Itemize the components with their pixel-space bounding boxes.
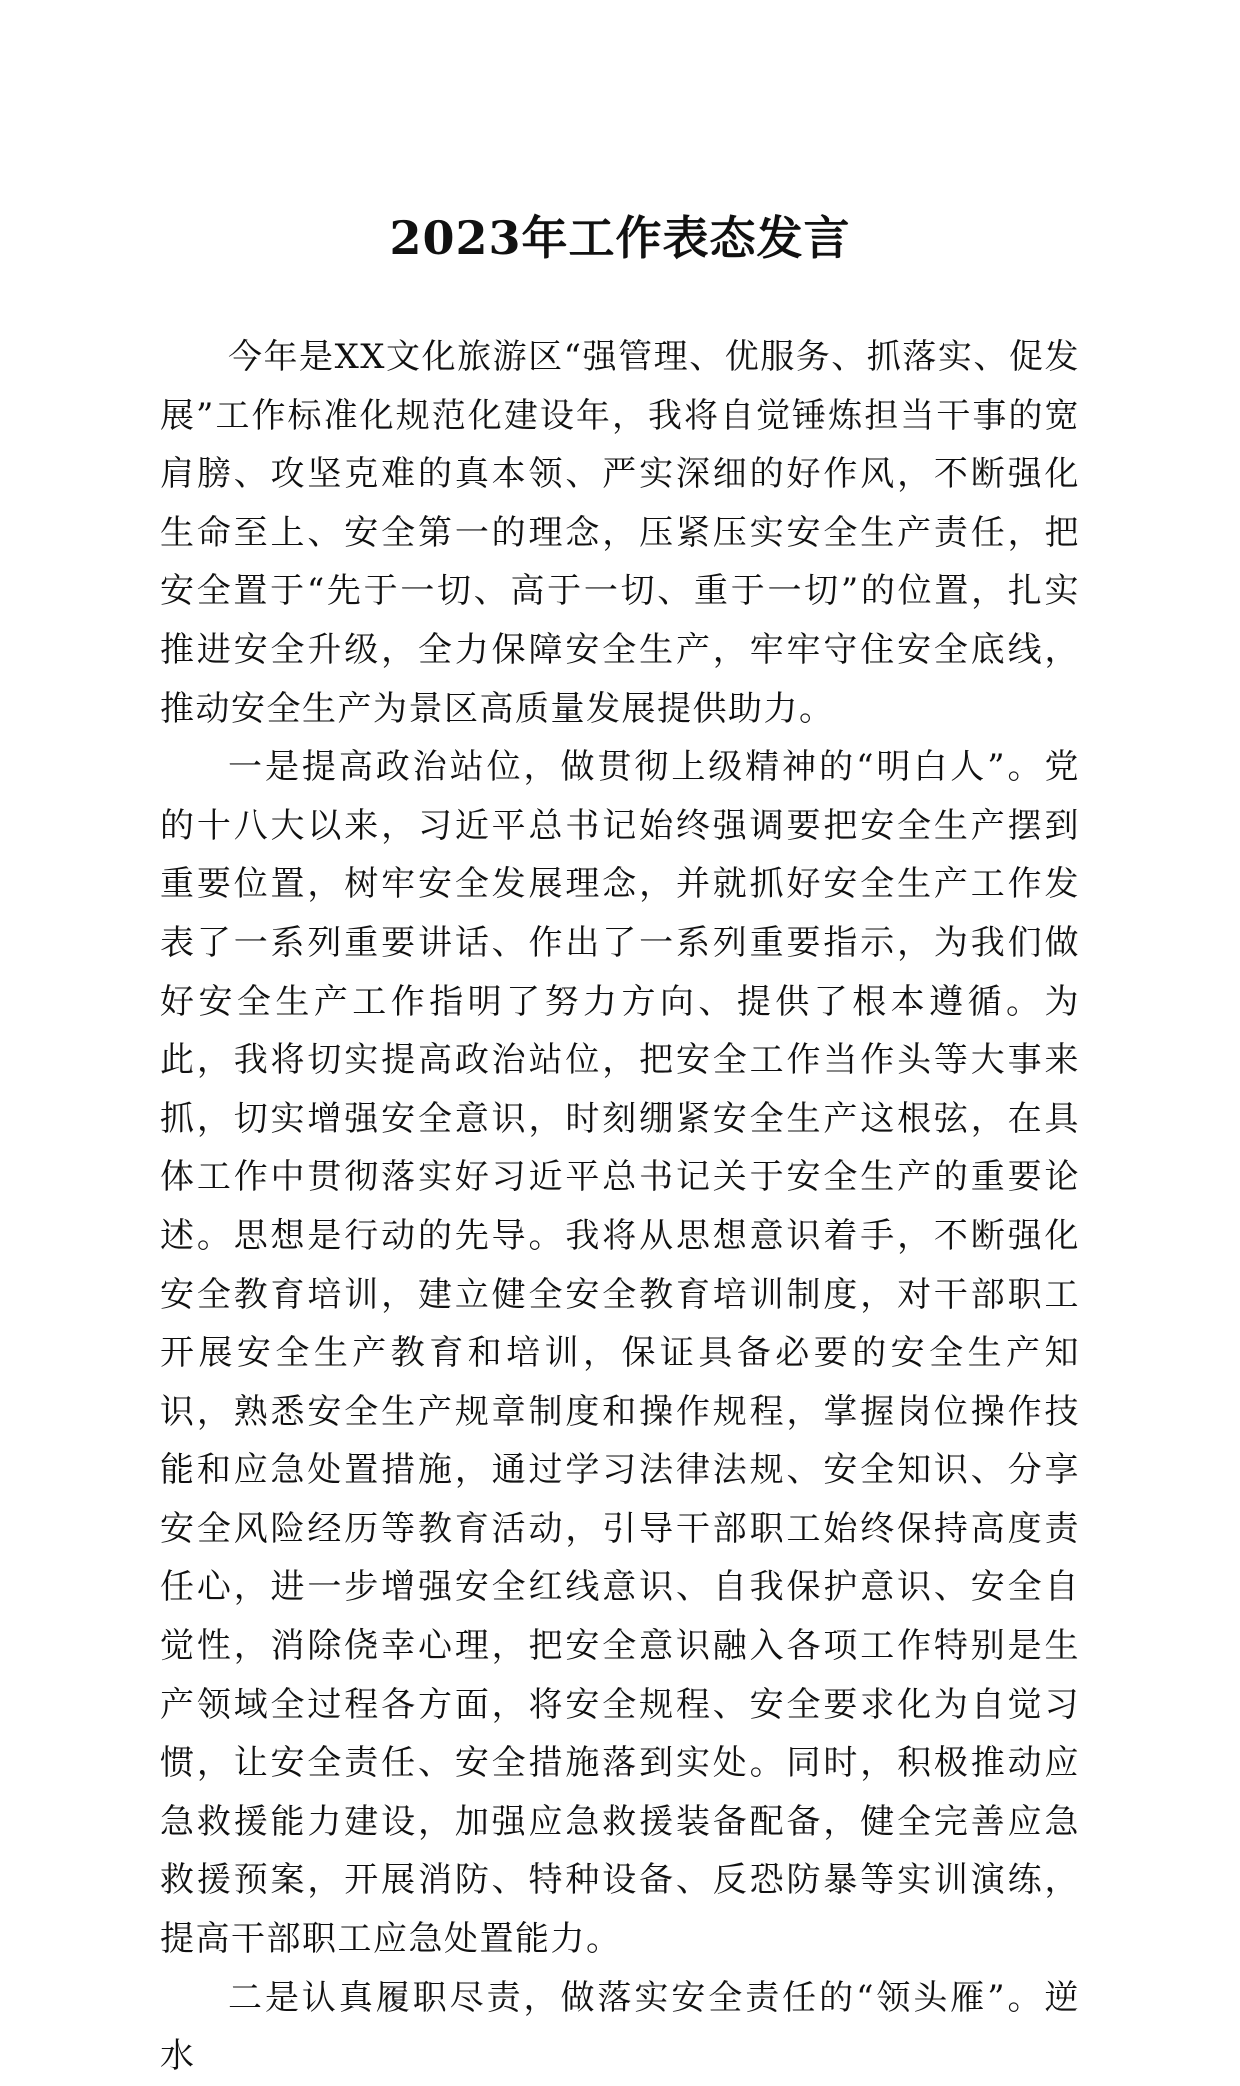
paragraph-section-two: 二是认真履职尽责，做落实安全责任的“领头雁”。逆水	[160, 1977, 1080, 2077]
document-body	[160, 328, 1080, 2086]
paragraph-section-one: 一是提高政治站位，做贯彻上级精神的“明白人”。党的十八大以来，习近平总书记始终强调要把安全生产摆到重要位置，树牢安全发展理念，并就抓好安全生产工作发表了一系列重要讲话、作出了一系列重要指示，为我们做好安全生产工作指明了努力方向、提供了根本遵循。为此，我将切实提高政治站位，把安全工作当作头等大事来抓，切实增强安全意识，时刻绷紧安全生产这根弦，在具体工作中贯彻落实好习近平总书记关于安全生产的重要论述。思想是行动的先导。我将从思想意识着手，不断强化安全教育培训，建立健全安全教育培训制度，对干部职工开展安全生产教育和培训，保证具备必要的安全生产知识，熟悉安全生产规章制度和操作规程，掌握岗位操作技能和应急处置措施，通过学习法律法规、安全知识、分享安全风险经历等教育活动，引导干部职工始终保持高度责任心，进一步增强安全红线意识、自我保护意识、安全自觉性，消除侥幸心理，把安全意识融入各项工作特别是生产领域全过程各方面，将安全规程、安全要求化为自觉习惯，让安全责任、安全措施落到实处。同时，积极推动应急救援能力建设，加强应急救援装备配备，健全完善应急救援预案，开展消防、特种设备、反恐防暴等实训演练，提高干部职工应急处置能力。	[160, 747, 1080, 1960]
page-title: 2023年工作表态发言	[389, 211, 851, 265]
paragraph-intro: 今年是XX文化旅游区“强管理、优服务、抓落实、促发展”工作标准化规范化建设年，我将自觉锤炼担当干事的宽肩膀、攻坚克难的真本领、严实深细的好作风，不断强化生命至上、安全第一的理念，压紧压实安全生产责任，把安全置于“先于一切、高于一切、重于一切”的位置，扎实推进安全升级，全力保障安全生产，牢牢守住安全底线，推动安全生产为景区高质量发展提供助力。	[160, 337, 1080, 729]
